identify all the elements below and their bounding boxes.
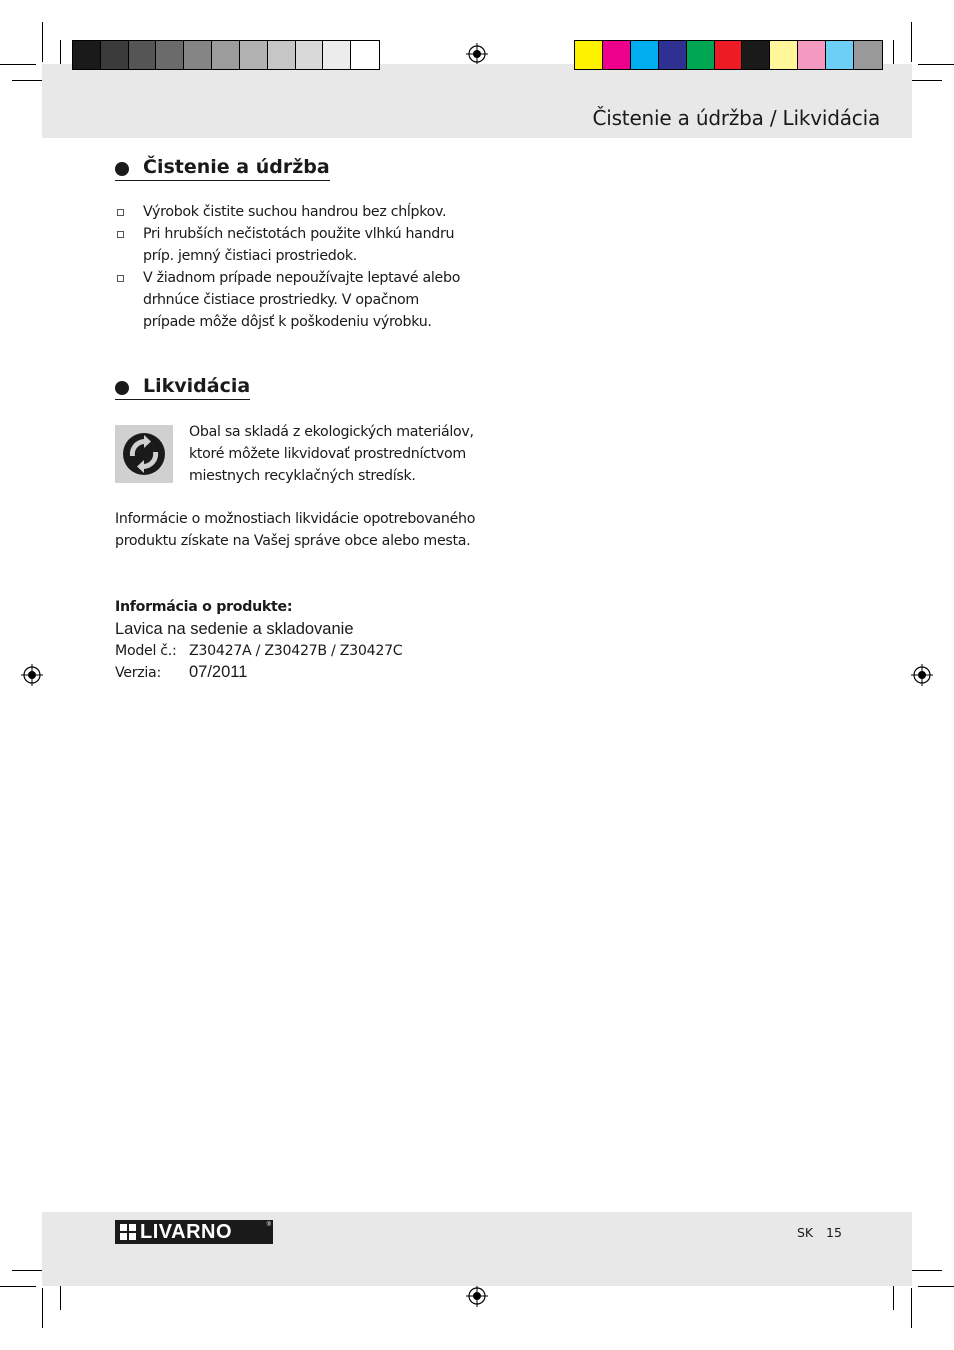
registration-mark-icon — [466, 43, 488, 65]
color-swatch — [575, 41, 603, 69]
color-swatch — [268, 41, 296, 69]
version-label: Verzia: — [115, 665, 161, 681]
bullet-dot — [115, 381, 129, 395]
grayscale-bar — [72, 40, 380, 70]
language-code: SK — [797, 1225, 814, 1240]
color-swatch — [101, 41, 129, 69]
color-bar — [574, 40, 883, 70]
logo-mark-icon — [119, 1223, 137, 1241]
crop-mark — [42, 22, 43, 62]
cleaning-heading — [115, 156, 330, 181]
disposal-heading — [115, 375, 250, 400]
crop-mark — [918, 64, 954, 65]
crop-mark — [0, 64, 36, 65]
crop-mark — [911, 1288, 912, 1328]
color-swatch — [73, 41, 101, 69]
version-value: 07/2011 — [189, 663, 248, 681]
registration-mark-icon — [466, 1285, 488, 1307]
logo-text: LIVARNO — [140, 1221, 233, 1243]
product-info-heading: Informácia o produkte: — [115, 599, 293, 615]
list-item-text: Pri hrubších nečistotách použite vlhkú handru príp. jemný čistiaci prostriedok. — [143, 226, 455, 264]
registration-mark-icon — [21, 664, 43, 686]
color-swatch — [854, 41, 882, 69]
color-swatch — [323, 41, 351, 69]
color-swatch — [603, 41, 631, 69]
model-label: Model č.: — [115, 643, 177, 659]
color-swatch — [715, 41, 743, 69]
crop-mark — [0, 1286, 36, 1287]
page-title: Čistenie a údržba / Likvidácia — [592, 106, 880, 130]
color-swatch — [798, 41, 826, 69]
color-swatch — [631, 41, 659, 69]
color-swatch — [826, 41, 854, 69]
bullet-dot — [115, 162, 129, 176]
product-name: Lavica na sedenie a skladovanie — [115, 620, 354, 638]
color-swatch — [240, 41, 268, 69]
color-swatch — [687, 41, 715, 69]
cleaning-list — [115, 201, 475, 333]
cleaning-title: Čistenie a údržba — [143, 156, 330, 178]
registration-mark-icon — [911, 664, 933, 686]
checkbox-bullet-icon — [117, 209, 124, 216]
checkbox-bullet-icon — [117, 275, 124, 282]
color-swatch — [742, 41, 770, 69]
list-item-text: Výrobok čistite suchou handrou bez chĺpkov. — [143, 204, 447, 220]
list-item-text: V žiadnom prípade nepoužívajte leptavé alebo drhnúce čistiace prostriedky. V opačnom prípade môže dôjsť k poškodeniu výrobku. — [143, 270, 461, 330]
color-swatch — [129, 41, 157, 69]
crop-mark — [42, 1288, 43, 1328]
checkbox-bullet-icon — [117, 231, 124, 238]
crop-mark — [911, 22, 912, 62]
color-swatch — [212, 41, 240, 69]
disposal-info-text: Informácie o možnostiach likvidácie opotrebovaného produktu získate na Vašej správe obce alebo mesta. — [115, 511, 476, 549]
model-value: Z30427A / Z30427B / Z30427C — [189, 643, 403, 659]
recycle-icon — [115, 425, 173, 483]
disposal-title: Likvidácia — [143, 375, 251, 397]
list-item — [115, 223, 475, 267]
livarno-logo — [115, 1220, 273, 1244]
crop-mark — [918, 1286, 954, 1287]
color-swatch — [184, 41, 212, 69]
list-item — [115, 267, 475, 333]
page-number: 15 — [826, 1225, 842, 1240]
registered-mark: ® — [266, 1222, 271, 1228]
color-swatch — [770, 41, 798, 69]
color-swatch — [351, 41, 379, 69]
packaging-text: Obal sa skladá z ekologických materiálov, ktoré môžete likvidovať prostredníctvom miestnych recyklačných stredísk. — [189, 424, 474, 484]
color-swatch — [296, 41, 324, 69]
color-swatch — [659, 41, 687, 69]
color-swatch — [156, 41, 184, 69]
list-item — [115, 201, 475, 223]
